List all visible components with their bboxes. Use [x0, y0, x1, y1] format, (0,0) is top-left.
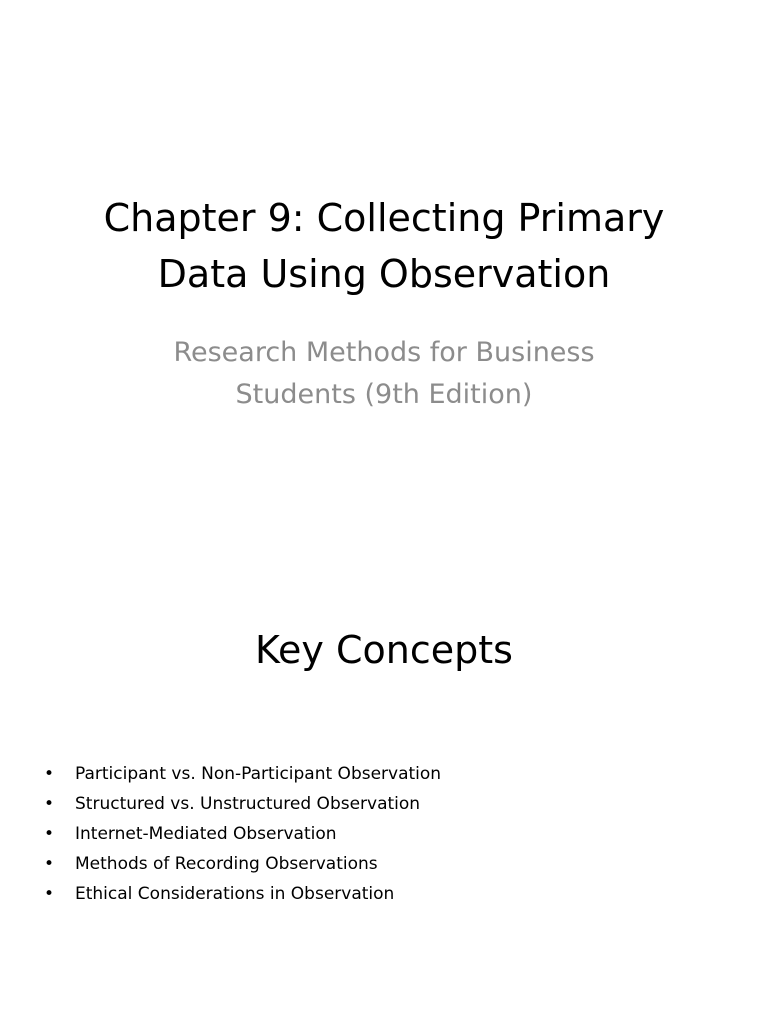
key-concepts-title: Key Concepts [255, 628, 513, 672]
slide-subtitle-line-1: Research Methods for Business [173, 337, 595, 368]
list-item [44, 789, 441, 819]
list-item [44, 849, 441, 879]
list-item [44, 759, 441, 789]
list-item-text: Participant vs. Non-Participant Observation [75, 764, 442, 784]
bullet-icon: • [44, 854, 55, 874]
slide-title [60, 190, 708, 302]
list-item-text: Structured vs. Unstructured Observation [75, 794, 421, 814]
bullet-icon: • [44, 884, 55, 904]
slide-title-line-1: Chapter 9: Collecting Primary [103, 196, 665, 240]
slide-subtitle-line-2: Students (9th Edition) [235, 379, 533, 410]
slide-subtitle [120, 332, 648, 416]
key-concepts-slide [0, 512, 768, 1024]
list-item [44, 819, 441, 849]
key-concepts-list [44, 759, 441, 909]
bullet-icon: • [44, 824, 55, 844]
list-item-text: Ethical Considerations in Observation [75, 884, 395, 904]
list-item-text: Methods of Recording Observations [75, 854, 378, 874]
list-item-text: Internet-Mediated Observation [75, 824, 337, 844]
slide-title-line-2: Data Using Observation [157, 252, 611, 296]
bullet-icon: • [44, 764, 55, 784]
bullet-icon: • [44, 794, 55, 814]
list-item [44, 879, 441, 909]
